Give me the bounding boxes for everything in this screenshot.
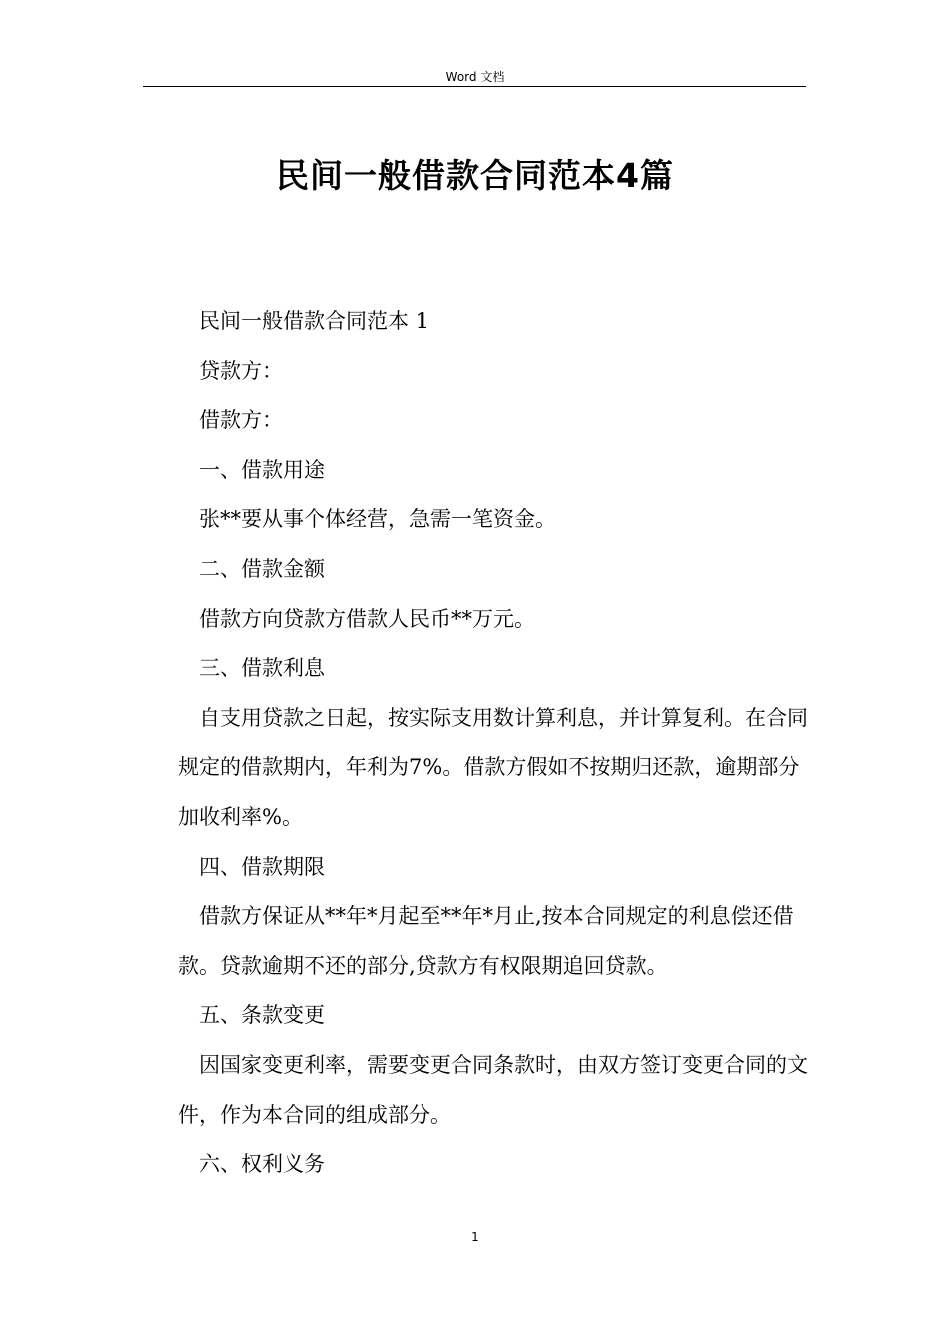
paragraph-purpose: 张**要从事个体经营，急需一笔资金。 <box>199 507 556 532</box>
paragraph-term: 借款方保证从**年*月起至**年*月止,按本合同规定的利息偿还借款。贷款逾期不还的部分,贷款方有权限期追回贷款。 <box>178 904 794 978</box>
paragraph-lender: 贷款方： <box>199 358 283 383</box>
document-title: 民间一般借款合同范本4篇 <box>276 156 674 195</box>
section-heading-purpose: 一、借款用途 <box>199 457 325 482</box>
section-heading-rights: 六、权利义务 <box>199 1152 325 1177</box>
section-heading-interest: 三、借款利息 <box>199 656 325 681</box>
paragraph-interest: 自支用贷款之日起，按实际支用数计算利息，并计算复利。在合同规定的借款期内，年利为7%。借款方假如不按期归还款，逾期部分加收利率%。 <box>178 705 808 829</box>
header-divider <box>143 86 806 87</box>
paragraph-borrower: 借款方： <box>199 408 283 433</box>
section-heading-changes: 五、条款变更 <box>199 1003 325 1028</box>
page-number: 1 <box>471 1230 479 1244</box>
page-header: Word 文档 <box>445 70 505 84</box>
paragraph-changes: 因国家变更利率，需要变更合同条款时，由双方签订变更合同的文件，作为本合同的组成部分。 <box>178 1052 808 1127</box>
section-heading-term: 四、借款期限 <box>199 854 325 879</box>
section-heading-amount: 二、借款金额 <box>199 556 325 581</box>
document-body <box>178 297 808 1190</box>
paragraph-subtitle: 民间一般借款合同范本 1 <box>199 309 430 333</box>
paragraph-amount: 借款方向贷款方借款人民币**万元。 <box>199 606 535 631</box>
